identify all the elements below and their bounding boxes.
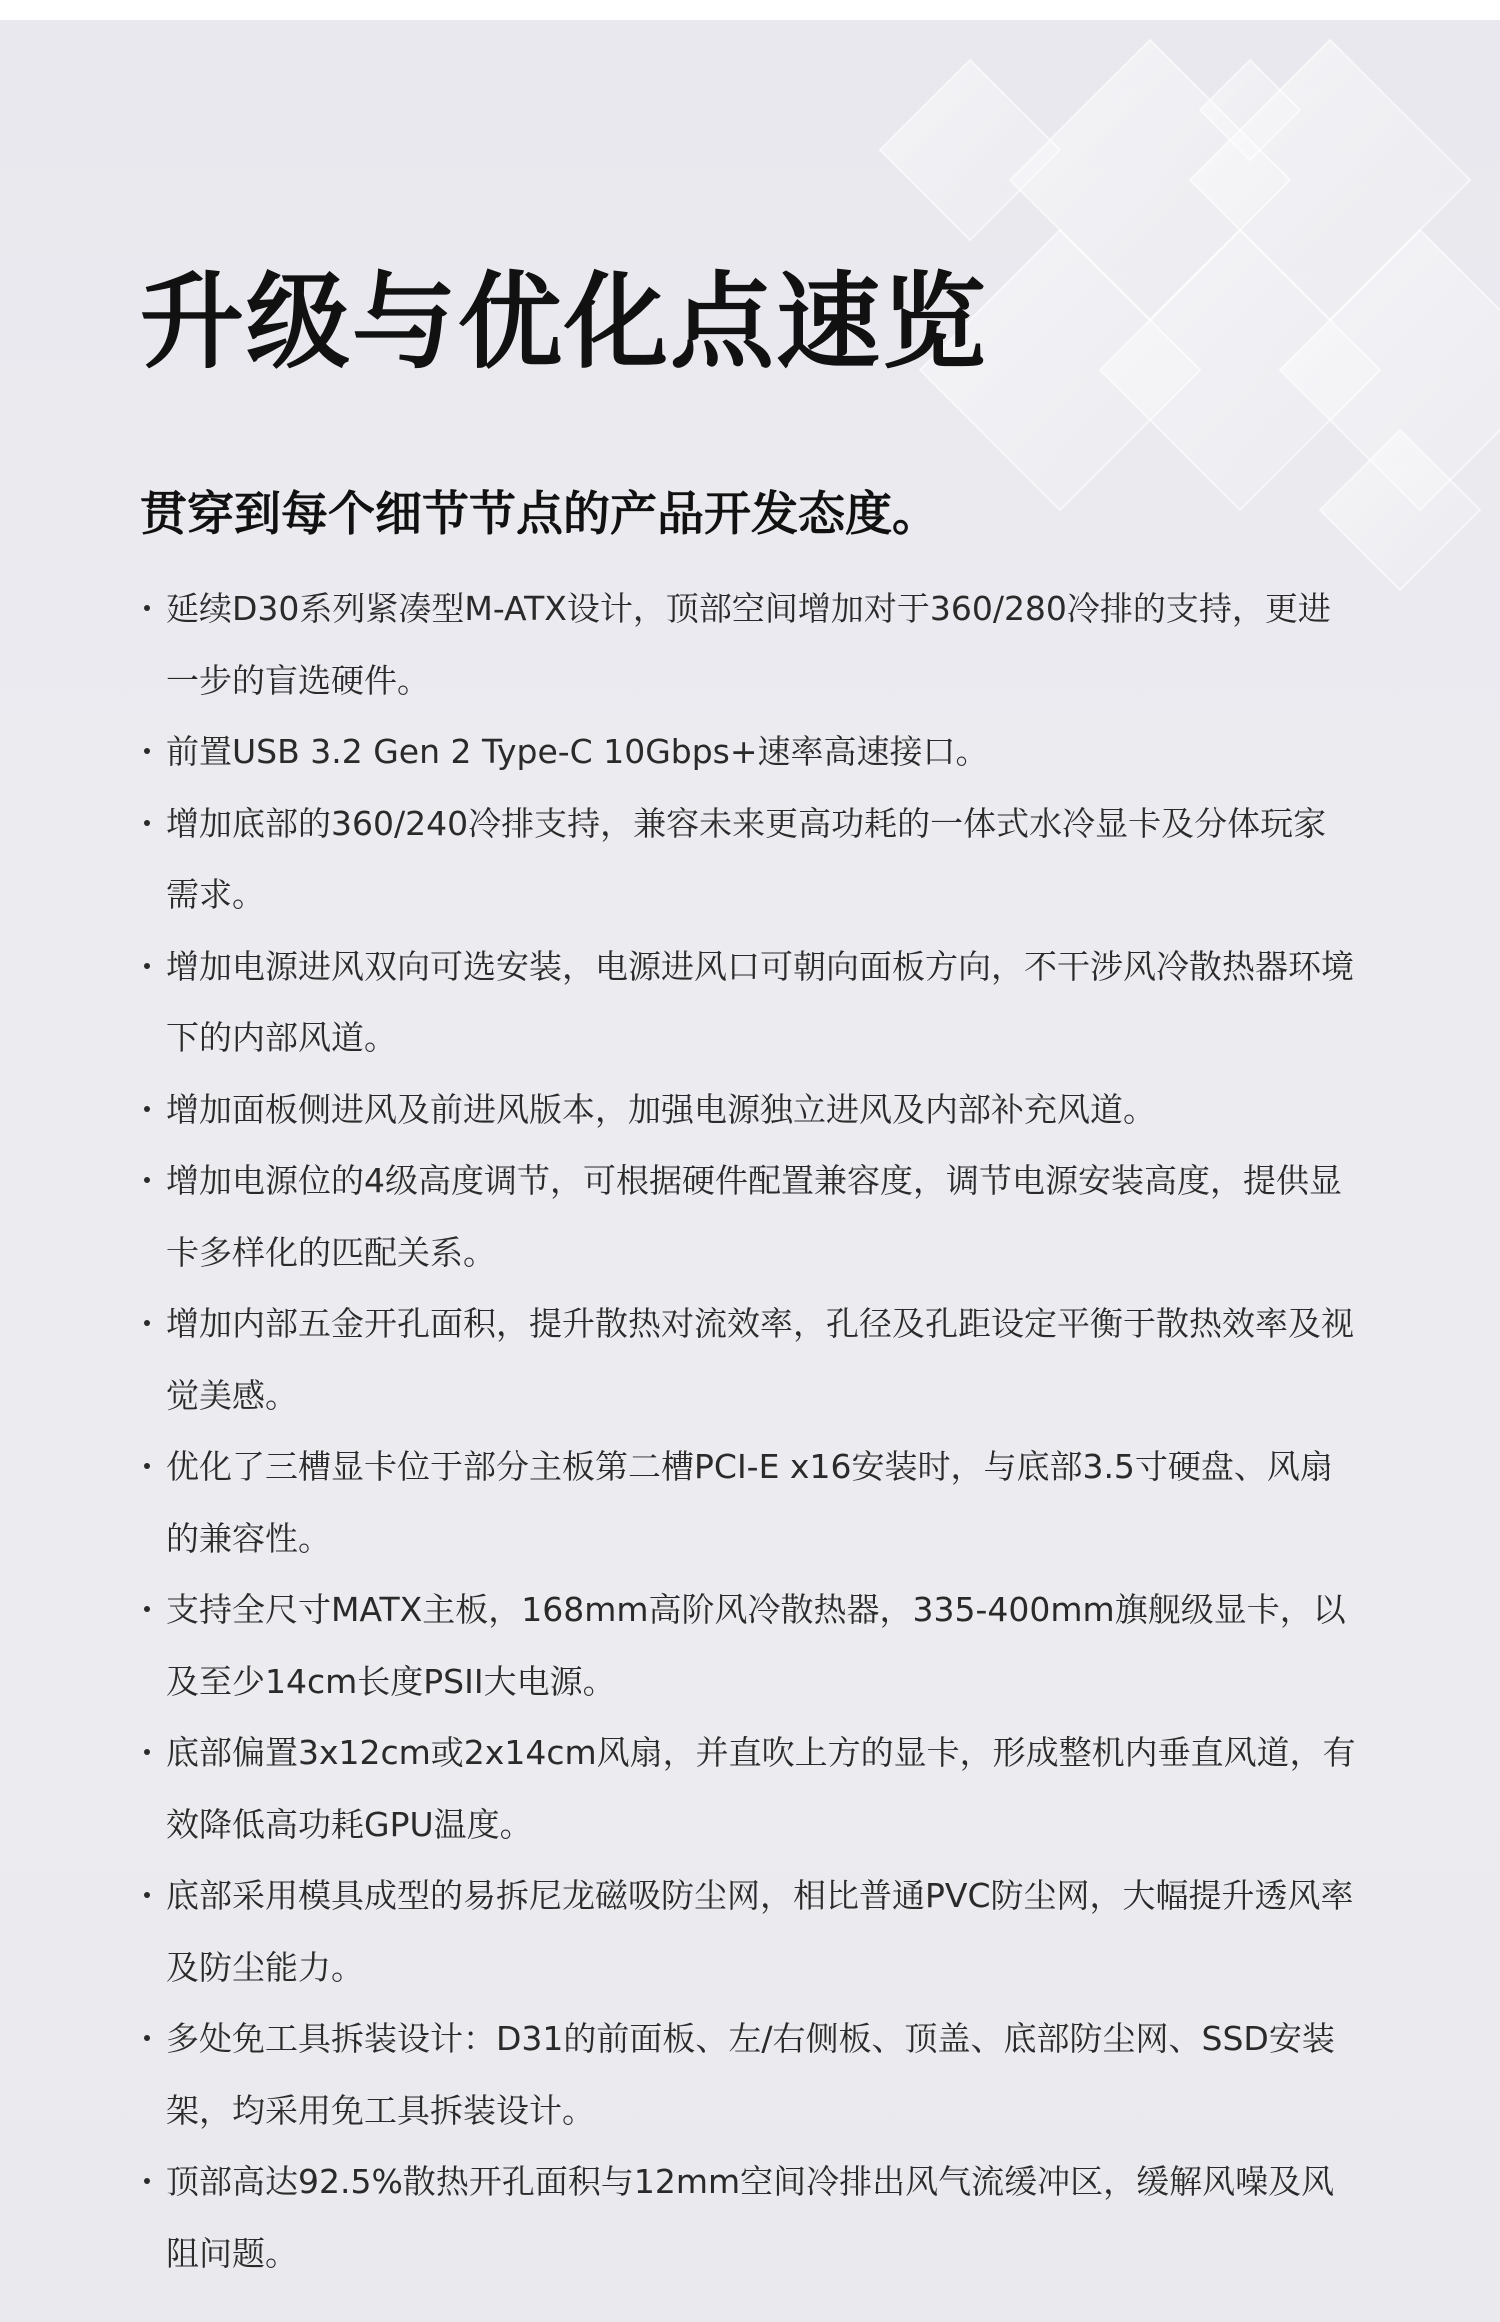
feature-text: 增加电源进风双向可选安装，电源进风口可朝向面板方向，不干涉风冷散热器环境下的内部风道。 xyxy=(166,946,1354,1057)
feature-item xyxy=(140,1288,1358,1431)
feature-item xyxy=(140,716,1358,788)
feature-text: 前置USB 3.2 Gen 2 Type-C 10Gbps+速率高速接口。 xyxy=(166,732,989,771)
bullet-dot-icon xyxy=(144,963,150,969)
feature-item xyxy=(140,1074,1358,1146)
bullet-dot-icon xyxy=(144,1106,150,1112)
feature-item xyxy=(140,1431,1358,1574)
feature-item xyxy=(140,931,1358,1074)
feature-item xyxy=(140,2003,1358,2146)
bullet-dot-icon xyxy=(144,1463,150,1469)
bullet-dot-icon xyxy=(144,820,150,826)
feature-item xyxy=(140,573,1358,716)
feature-item xyxy=(140,1574,1358,1717)
bullet-dot-icon xyxy=(144,605,150,611)
feature-text: 底部采用模具成型的易拆尼龙磁吸防尘网，相比普通PVC防尘网，大幅提升透风率及防尘能力。 xyxy=(166,1876,1354,1987)
feature-text: 延续D30系列紧凑型M-ATX设计，顶部空间增加对于360/280冷排的支持，更进一步的盲选硬件。 xyxy=(166,589,1331,700)
feature-text: 增加面板侧进风及前进风版本，加强电源独立进风及内部补充风道。 xyxy=(166,1089,1156,1129)
page-subtitle: 贯穿到每个细节节点的产品开发态度。 xyxy=(140,487,939,542)
feature-text: 支持全尺寸MATX主板，168mm高阶风冷散热器，335-400mm旗舰级显卡，以及至少14cm长度PSII大电源。 xyxy=(166,1590,1346,1701)
feature-item xyxy=(140,1717,1358,1860)
bullet-dot-icon xyxy=(144,1177,150,1183)
feature-text: 顶部高达92.5%散热开孔面积与12mm空间冷排出风气流缓冲区，缓解风噪及风阻问题。 xyxy=(166,2162,1335,2273)
feature-text: 增加内部五金开孔面积，提升散热对流效率，孔径及孔距设定平衡于散热效率及视觉美感。 xyxy=(166,1304,1354,1415)
bullet-dot-icon xyxy=(144,748,150,754)
bullet-dot-icon xyxy=(144,1892,150,1898)
feature-text: 优化了三槽显卡位于部分主板第二槽PCI-E x16安装时，与底部3.5寸硬盘、风扇的兼容性。 xyxy=(166,1447,1333,1558)
feature-text: 增加电源位的4级高度调节，可根据硬件配置兼容度，调节电源安装高度，提供显卡多样化的匹配关系。 xyxy=(166,1161,1342,1272)
feature-text: 增加底部的360/240冷排支持，兼容未来更高功耗的一体式水冷显卡及分体玩家需求。 xyxy=(166,803,1327,914)
bullet-dot-icon xyxy=(144,2178,150,2184)
feature-item xyxy=(140,2146,1358,2289)
feature-list xyxy=(140,573,1358,2289)
bullet-dot-icon xyxy=(144,1320,150,1326)
page-title: 升级与优化点速览 xyxy=(140,261,989,383)
bullet-dot-icon xyxy=(144,2035,150,2041)
feature-text: 底部偏置3x12cm或2x14cm风扇，并直吹上方的显卡，形成整机内垂直风道，有效降低高功耗GPU温度。 xyxy=(166,1733,1356,1844)
feature-item xyxy=(140,1145,1358,1288)
feature-item xyxy=(140,1860,1358,2003)
bullet-dot-icon xyxy=(144,1606,150,1612)
bullet-dot-icon xyxy=(144,1749,150,1755)
feature-item xyxy=(140,788,1358,931)
feature-text: 多处免工具拆装设计：D31的前面板、左/右侧板、顶盖、底部防尘网、SSD安装架，均采用免工具拆装设计。 xyxy=(166,2019,1335,2130)
